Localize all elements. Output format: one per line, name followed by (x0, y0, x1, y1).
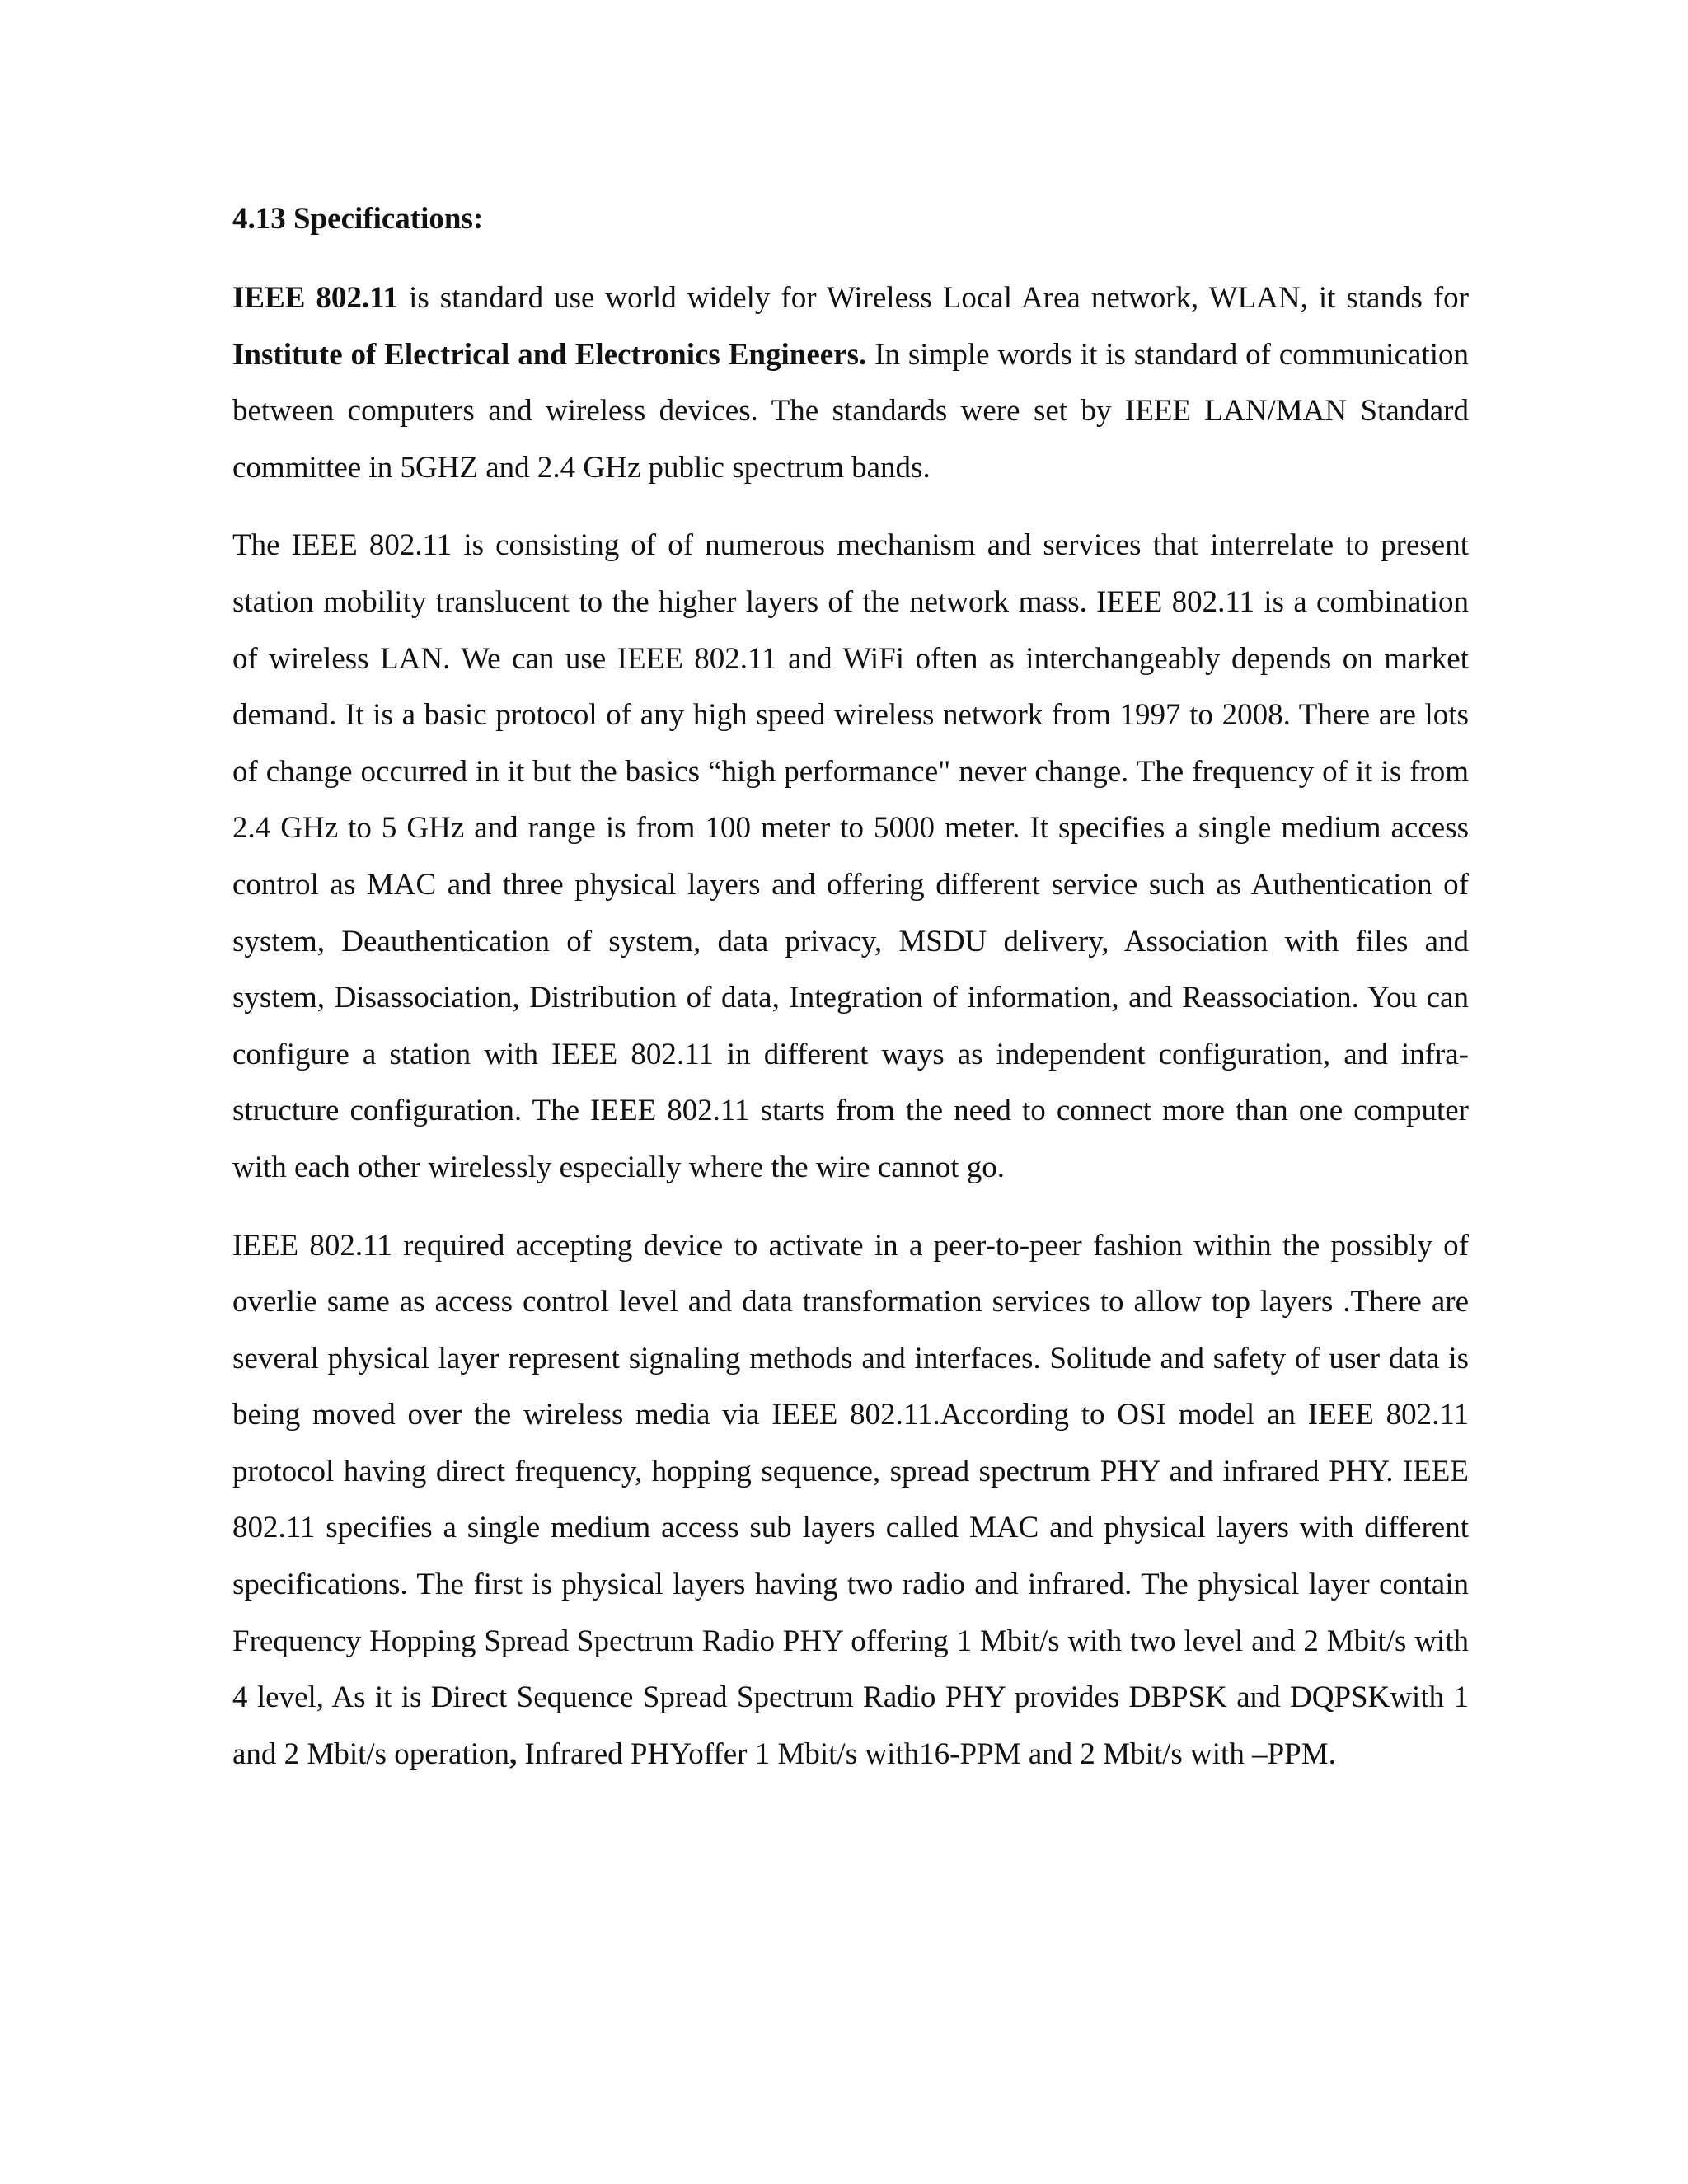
bold-term-ieee: IEEE 802.11 (232, 281, 399, 315)
page-content (232, 191, 1469, 1804)
paragraph-text: Infrared PHYoffer 1 Mbit/s with16-PPM and 2 Mbit/s with –PPM. (517, 1736, 1336, 1771)
bold-term-institute: Institute of Electrical and Electronics Engineers. (232, 337, 867, 372)
section-heading: 4.13 Specifications: (232, 202, 484, 236)
paragraph-ieee-mechanisms (232, 518, 1469, 1196)
bold-comma: , (509, 1736, 518, 1771)
paragraph-text: In simple words it is standard of communication between computers and wireless devices. The standards were set by IEEE LAN/MAN Standard committee in 5GHZ and 2.4 GHz public spectrum bands. (232, 337, 1469, 485)
paragraph-text: is standard use world widely for Wireless Local Area network, WLAN, it stands for (398, 281, 1469, 315)
paragraph-text: The IEEE 802.11 is consisting of of numerous mechanism and services that interrelate to present station mobility translucent to the higher layers of the network mass. IEEE 802.11 is a combination of wireless LAN. We can use IEEE 802.11 and WiFi often as interchangeably depends on market demand. It is a basic protocol of any high speed wireless network from 1997 to 2008. There are lots of change occurred in it but the basics “high performance" never change. The frequency of it is from 2.4 GHz to 5 GHz and range is from 100 meter to 5000 meter. It specifies a single medium access control as MAC and three physical layers and offering different service such as Authentication of system, Deauthentication of system, data privacy, MSDU delivery, Association with files and system, Disassociation, Distribution of data, Integration of information, and Reassociation. You can configure a station with IEEE 802.11 in different ways as independent configuration, and infra-structure configuration. The IEEE 802.11 starts from the need to connect more than one computer with each other wirelessly especially where the wire cannot go. (232, 528, 1469, 1184)
paragraph-text: IEEE 802.11 required accepting device to activate in a peer-to-peer fashion within the possibly of overlie same as access control level and data transformation services to allow top layers .There are several physical layer represent signaling methods and interfaces. Solitude and safety of user data is being moved over the wireless media via IEEE 802.11.According to OSI model an IEEE 802.11 protocol having direct frequency, hopping sequence, spread spectrum PHY and infrared PHY. IEEE 802.11 specifies a single medium access sub layers called MAC and physical layers with different specifications. The first is physical layers having two radio and infrared. The physical layer contain Frequency Hopping Spread Spectrum Radio PHY offering 1 Mbit/s with two level and 2 Mbit/s with 4 level, As it is Direct Sequence Spread Spectrum Radio PHY provides DBPSK and DQPSKwith 1 and 2 Mbit/s operation (232, 1228, 1469, 1771)
paragraph-ieee-intro (232, 270, 1469, 496)
paragraph-ieee-physical-layers (232, 1218, 1469, 1783)
